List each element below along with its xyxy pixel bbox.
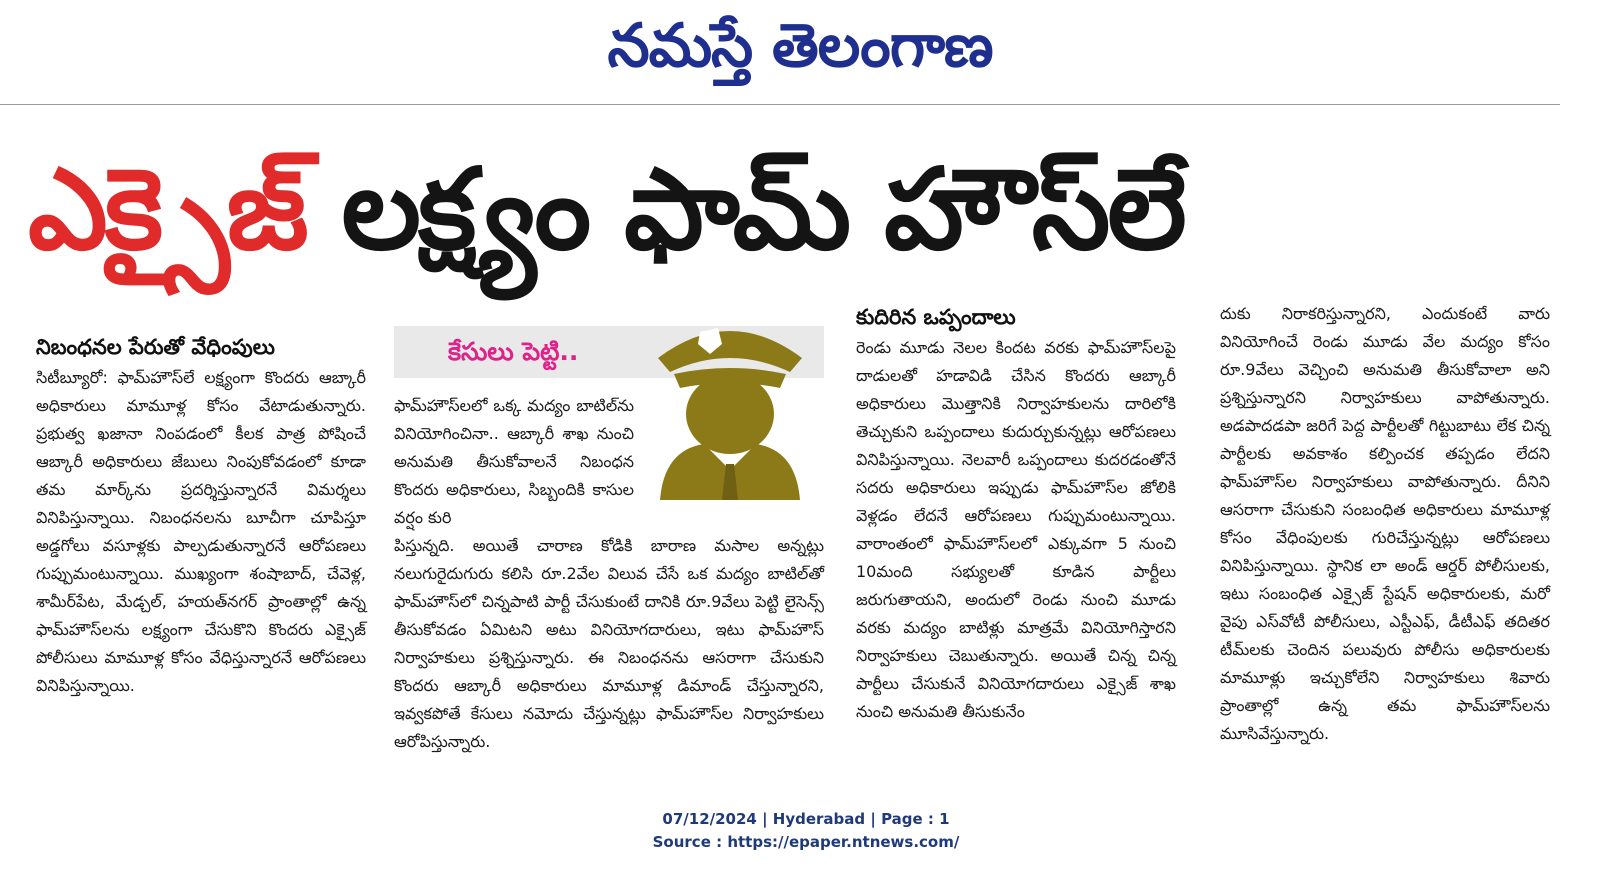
headline-highlight: ఎక్సైజ్: [28, 145, 306, 275]
article-column-4: [1220, 300, 1550, 748]
article-column-1: [36, 330, 366, 700]
masthead-divider: [0, 104, 1560, 105]
newspaper-logo: నమస్తే తెలంగాణ: [607, 11, 993, 81]
police-officer-icon: [640, 310, 820, 500]
column-3-body: రెండు మూడు నెలల కిందట వరకు ఫామ్‌హౌస్‌లపై దాడులతో హడావిడి చేసిన కొందరు ఆబ్కారీ అధికారులు మొత్తానికి నిర్వాహకులను దారిలోకి తెచ్చుకుని ఒప్పందాలు కుదుర్చుకున్నట్లు ఆరోపణలు వినిపిస్తున్నాయి. నెలవారీ ఒప్పందాలు కుదరడంతోనే సదరు అధికారులు ఇప్పుడు ఫామ్‌హౌస్‌ల జోలికి వెళ్లడం లేదనే ఆరోపణలు గుప్పుమంటున్నాయి. వారాంతంలో ఫామ్‌హౌస్‌లలో ఎక్కువగా 5 నుంచి 10మంది సభ్యులతో కూడిన పార్టీలు జరుగుతాయని, అందులో రెండు నుంచి మూడు వరకు మద్యం బాటిళ్లు మాత్రమే వినియోగిస్తారని నిర్వాహకులు చెబుతున్నారు. అయితే చిన్న చిన్న పార్టీలు చేసుకునే వినియోగదారులు ఎక్సైజ్‌ శాఖ నుంచి అనుమతి తీసుకునేం: [856, 338, 1176, 721]
footer-dateline: 07/12/2024 | Hyderabad | Page : 1: [662, 810, 950, 828]
footer: [0, 808, 1612, 854]
column-4-body: దుకు నిరాకరిస్తున్నారని, ఎందుకంటే వారు వినియోగించే రెండు మూడు వేల మద్యం కోసం రూ.9వేలు వెచ్చించి అనుమతి తీసుకోవాలా అని ప్రశ్నిస్తున్నారని నిర్వాహకులు వాపోతున్నారు. అడపాదడపా జరిగే పెద్ద పార్టీలతో గిట్టుబాటు లేక చిన్న పార్టీలకు అవకాశం కల్పించక తప్పడం లేదని ఫామ్‌హౌస్‌ల నిర్వాహకులు వాపోతున్నారు. దీనిని ఆసరాగా చేసుకుని సంబంధిత అధికారులు మామూళ్ల కోసం వేధింపులకు గురిచేస్తున్నట్లు ఆరోపణలు వినిపిస్తున్నాయి. స్థానిక లా అండ్‌ ఆర్డర్‌ పోలీసులకు, ఇటు సంబంధిత ఎక్సైజ్‌ స్టేషన్‌ అధికారులకు, మరో వైపు ఎస్‌వోటీ పోలీసులు, ఎస్టీఎఫ్‌, డీటీఎఫ్‌ తదితర టీమ్‌లకు చెందిన పలువురు పోలీసు అధికారులకు మామూళ్లు ఇచ్చుకోలేని నిర్వాహకులు శివారు ప్రాంతాల్లో ఉన్న తమ ఫామ్‌హౌస్‌లను మూసివేస్తున్నారు.: [1220, 304, 1550, 743]
footer-source-link[interactable]: Source : https://epaper.ntnews.com/: [652, 833, 960, 851]
headline-rest: లక్ష్యం ఫామ్‌ హౌస్‌లే: [341, 145, 1184, 275]
column-3-subhead: కుదిరిన ఒప్పందాలు: [856, 305, 1016, 329]
column-2-body-narrow: ఫామ్‌హౌస్‌లలో ఒక్క మద్యం బాటిల్‌ను వినియోగించినా.. ఆబ్కారీ శాఖ నుంచి అనుమతి తీసుకోవాలనే నిబంధన కొందరు అధికారులు, సిబ్బందికి కాసుల వర్షం కురి: [394, 396, 634, 527]
kicker-text: కేసులు పెట్టి..: [448, 337, 579, 366]
masthead: [0, 0, 1612, 90]
column-1-body: సిటీబ్యూరో: ఫామ్‌హౌస్‌లే లక్ష్యంగా కొందరు ఆబ్కారీ అధికారులు మామూళ్ల కోసం వేటాడుతున్నారు. ప్రభుత్వ ఖజానా నింపడంలో కీలక పాత్ర పోషించే ఆబ్కారీ అధికారులు జేబులు నింపుకోవడంలో కూడా తమ మార్క్‌ను ప్రదర్శిస్తున్నారనే విమర్శలు వినిపిస్తున్నాయి. నిబంధనలను బూచీగా చూపిస్తూ అడ్డగోలు వసూళ్లకు పాల్పడుతున్నారనే ఆరోపణలు గుప్పుమంటున్నాయి. ముఖ్యంగా శంషాబాద్‌, చేవెళ్ల, శామీర్‌పేట, మేడ్చల్‌, హయత్‌నగర్‌ ప్రాంతాల్లో ఉన్న ఫామ్‌హౌస్‌లను లక్ష్యంగా చేసుకొని కొందరు ఎక్సైజ్‌ పోలీసులు మామూళ్ల కోసం వేధిస్తున్నారనే ఆరోపణలు వినిపిస్తున్నాయి.: [36, 368, 366, 695]
column-1-subhead: నిబంధనల పేరుతో వేధింపులు: [36, 335, 275, 359]
headline: [28, 120, 1568, 300]
column-2-body: పిస్తున్నది. అయితే చారాణ కోడికి బారాణ మసాల అన్నట్లు నలుగురైదుగురు కలిసి రూ.2వేల విలువ చేసే ఒక మద్యం బాటిల్‌తో ఫామ్‌హౌస్‌లో చిన్నపాటి పార్టీ చేసుకుంటే దానికి రూ.9వేలు పెట్టి లైసెన్స్‌ తీసుకోవడం ఏమిటని అటు వినియోగదారులు, ఇటు ఫామ్‌హౌస్‌ నిర్వాహకులు ప్రశ్నిస్తున్నారు. ఈ నిబంధనను ఆసరాగా చేసుకుని కొందరు ఆబ్కారీ అధికారులు మామూళ్ల డిమాండ్‌ చేస్తున్నారని, ఇవ్వకపోతే కేసులు నమోదు చేస్తున్నట్లు ఫామ్‌హౌస్‌ల నిర్వాహకులు ఆరోపిస్తున్నారు.: [394, 536, 824, 751]
article-column-3: [856, 300, 1176, 726]
